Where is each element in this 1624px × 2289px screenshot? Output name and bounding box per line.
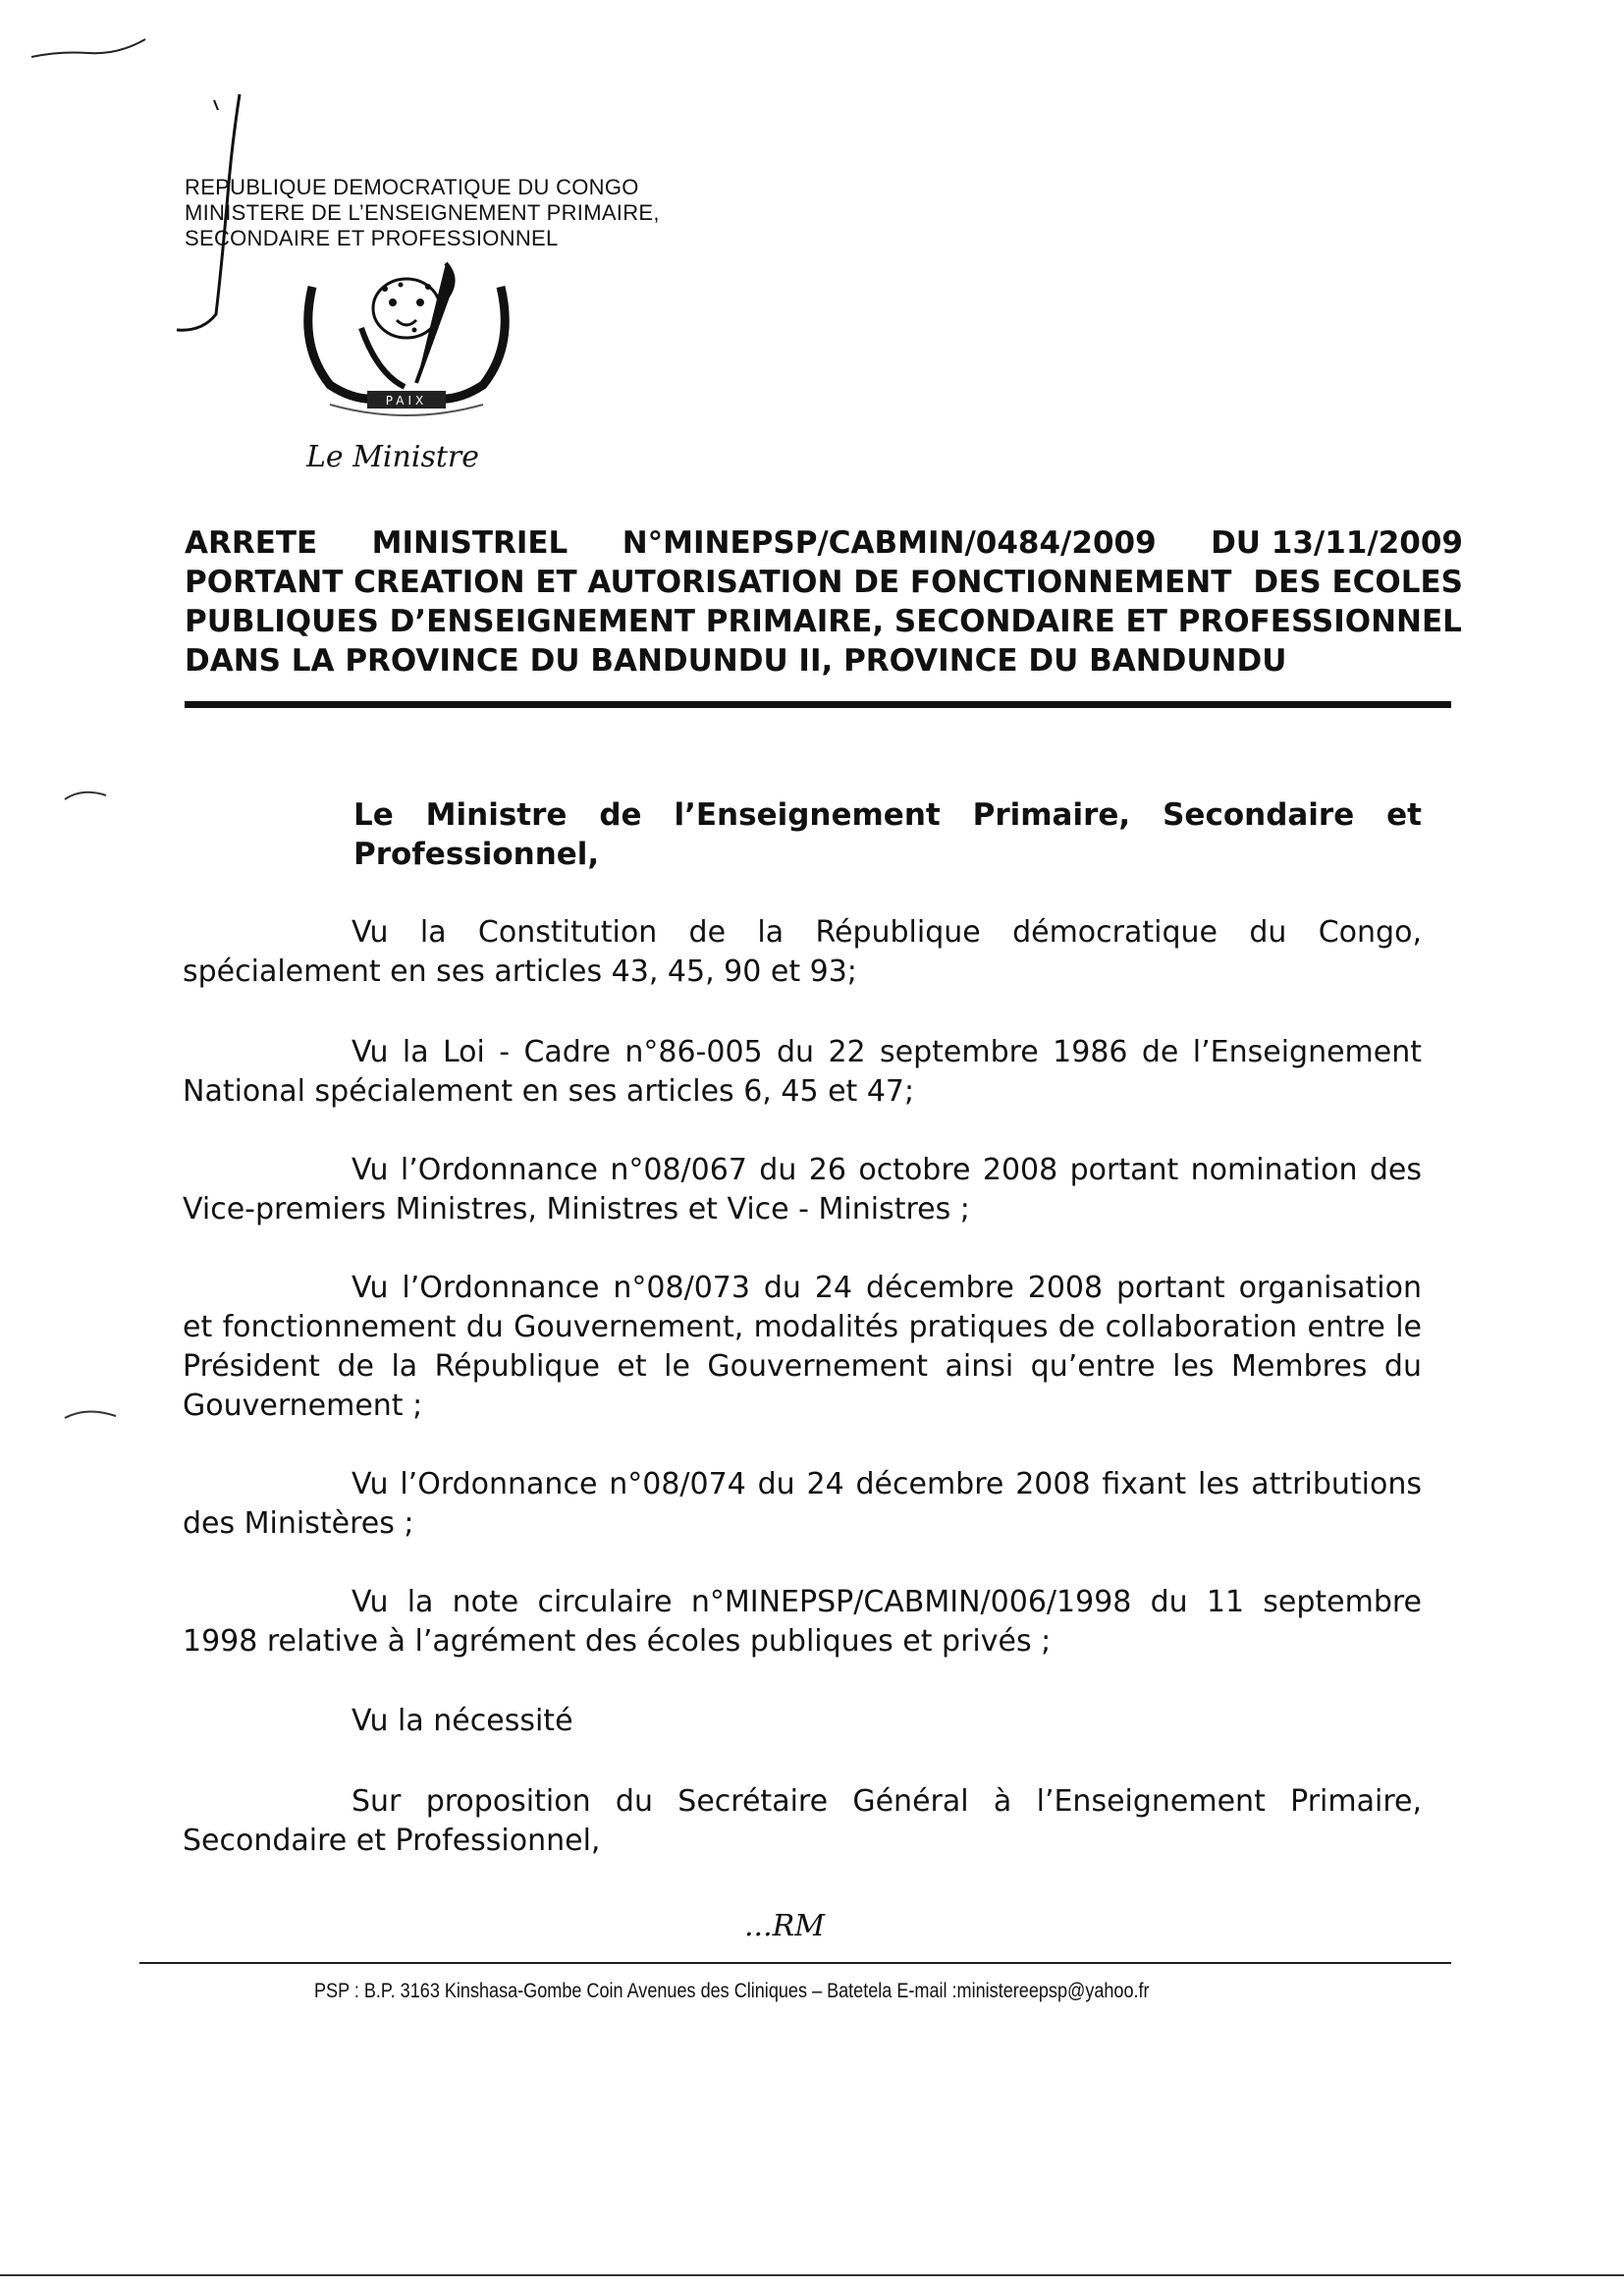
- decree-subject-part-a: PORTANT CREATION ET AUTORISATION DE FONCTIONNEMENT: [185, 565, 1232, 600]
- footer-address: PSP : B.P. 3163 Kinshasa-Gombe Coin Avenues des Cliniques – Batetela E-mail :ministereepsp@yahoo.fr: [314, 1980, 1150, 2002]
- letterhead-republic: REPUBLIQUE DEMOCRATIQUE DU CONGO: [185, 175, 639, 199]
- page-continuation-mark: ...RM: [744, 1909, 825, 1943]
- paragraph-proposition: Sur proposition du Secrétaire Général à l’Enseignement Primaire, Secondaire et Professionnel,: [183, 1784, 1422, 1858]
- seal-banner-text: PAIX: [385, 394, 428, 408]
- letterhead-ministry: MINISTERE DE L’ENSEIGNEMENT PRIMAIRE,: [185, 200, 660, 225]
- decree-label: ARRETE: [185, 525, 318, 561]
- title-divider: [185, 701, 1451, 708]
- decree-title-line-3: PUBLIQUES D’ENSEIGNEMENT PRIMAIRE, SECONDAIRE ET PROFESSIONNEL: [185, 604, 1462, 639]
- decree-date: DU 13/11/2009: [1211, 525, 1463, 561]
- paragraph-ordonnance-067: Vu l’Ordonnance n°08/067 du 26 octobre 2008 portant nomination des Vice-premiers Ministres, Ministres et Vice - Ministres ;: [183, 1153, 1422, 1226]
- decree-number: N°MINEPSP/CABMIN/0484/2009: [622, 525, 1157, 561]
- letterhead-ministry-continued: SECONDAIRE ET PROFESSIONNEL: [185, 226, 559, 250]
- decree-type: MINISTRIEL: [371, 525, 568, 561]
- paragraph-ordonnance-073: Vu l’Ordonnance n°08/073 du 24 décembre 2008 portant organisation et fonctionnement du Gouvernement, modalités pratiques de collaboration entre le Président de la République et le Gouvernement ainsi qu’entre les Membres du Gouvernement ;: [183, 1271, 1422, 1423]
- paragraph-note-circulaire: Vu la note circulaire n°MINEPSP/CABMIN/006/1998 du 11 septembre 1998 relative à l’agrément des écoles publiques et privés ;: [183, 1585, 1422, 1659]
- paragraph-constitution: Vu la Constitution de la République démocratique du Congo, spécialement en ses articles 43, 45, 90 et 93;: [183, 915, 1422, 989]
- decree-subject-part-b: DES ECOLES: [1253, 565, 1463, 600]
- minister-title: Le Ministre: [306, 440, 479, 474]
- page-bottom-edge: [0, 2274, 1624, 2276]
- footer-divider: [139, 1962, 1451, 1964]
- coat-of-arms-seal: [291, 257, 522, 424]
- scan-mark-left-2: [63, 1404, 122, 1424]
- paragraph-loi-cadre: Vu la Loi - Cadre n°86-005 du 22 septembre 1986 de l’Enseignement National spécialement en ses articles 6, 45 et 47;: [183, 1035, 1422, 1109]
- paragraph-necessite: Vu la nécessité: [352, 1704, 573, 1738]
- decree-title-line-2: [185, 564, 1463, 601]
- body-heading: Le Ministre de l’Enseignement Primaire, Secondaire et Professionnel,: [353, 797, 1422, 872]
- scan-mark-top-left: [29, 29, 147, 69]
- decree-title-line-1: [185, 524, 1463, 562]
- paragraph-ordonnance-074: Vu l’Ordonnance n°08/074 du 24 décembre 2008 fixant les attributions des Ministères ;: [183, 1467, 1422, 1541]
- scan-mark-left-1: [63, 786, 112, 805]
- decree-title-line-4: DANS LA PROVINCE DU BANDUNDU II, PROVINCE DU BANDUNDU: [185, 643, 1287, 679]
